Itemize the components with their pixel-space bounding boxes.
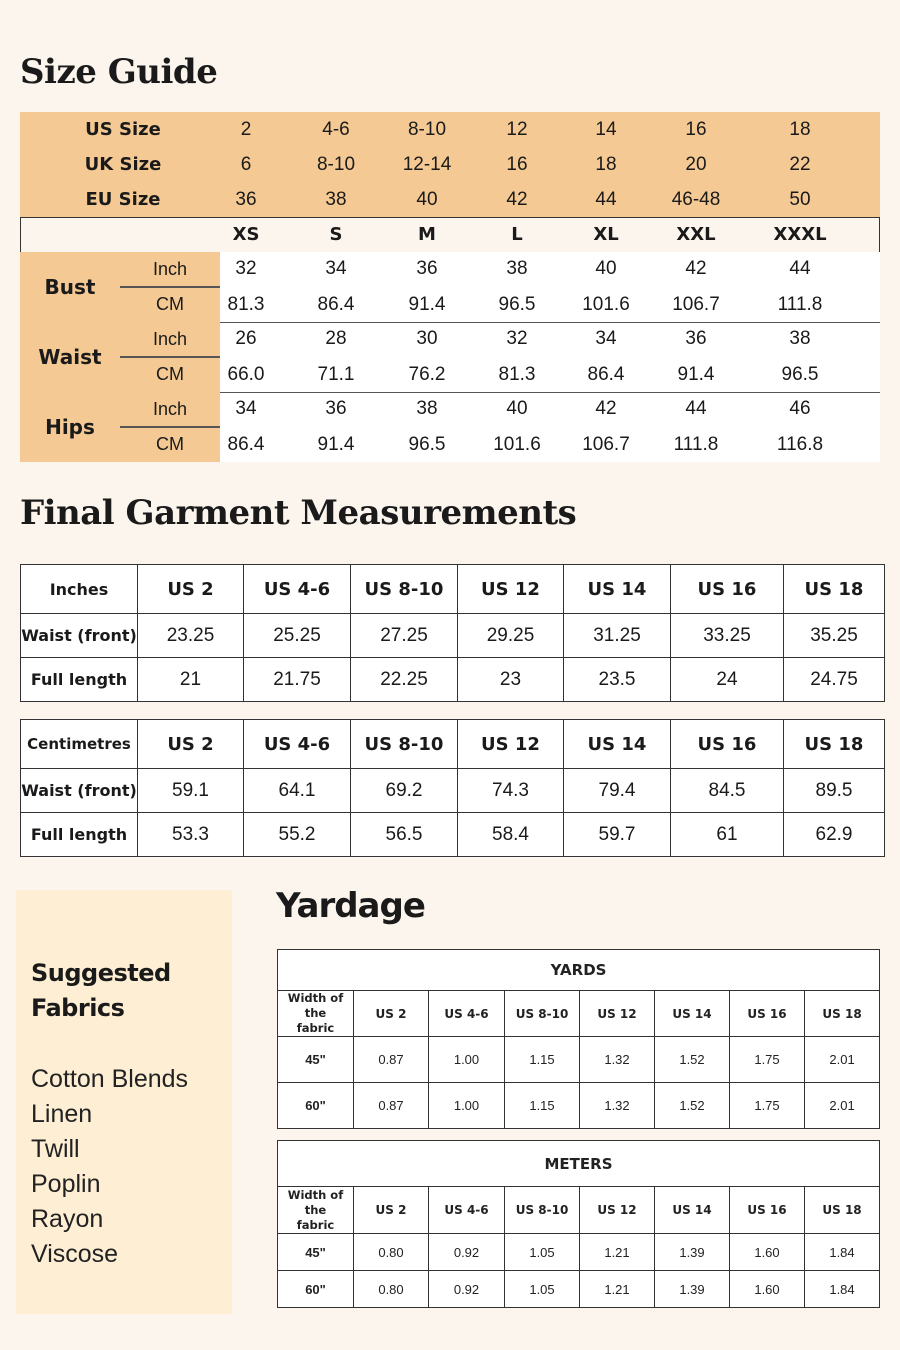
table-cell: 1.75: [730, 1037, 805, 1083]
table-cell: 33.25: [671, 614, 784, 658]
table-cell: 1.21: [580, 1234, 655, 1271]
row-label: Full length: [21, 658, 138, 702]
width-label: [278, 1187, 354, 1234]
size-value: 2: [240, 119, 252, 140]
centimetres-header-cell: US 4-6: [244, 720, 351, 769]
row-label: 45": [278, 1037, 354, 1083]
table-cell: 1.32: [580, 1083, 655, 1129]
yards-header-row: [278, 991, 880, 1037]
measure-value: 106.7: [582, 434, 630, 455]
table-row: [21, 769, 885, 813]
measure-value: 46: [789, 398, 811, 419]
measure-value: 76.2: [408, 364, 446, 385]
unit-label: Inch: [152, 399, 188, 419]
measure-value: 91.4: [317, 434, 355, 455]
table-cell: 1.00: [429, 1083, 505, 1129]
table-cell: 1.21: [580, 1271, 655, 1308]
table-cell: 1.00: [429, 1037, 505, 1083]
inches-header-cell: Inches: [21, 565, 138, 614]
table-cell: 0.92: [429, 1271, 505, 1308]
table-cell: 1.39: [655, 1271, 730, 1308]
width-label-line: fabric: [296, 1217, 335, 1232]
letter-size: M: [418, 224, 436, 245]
yards-header-cell: US 4-6: [429, 991, 505, 1037]
table-cell: 62.9: [784, 813, 885, 857]
measure-value: 32: [506, 328, 528, 349]
table-cell: 1.60: [730, 1234, 805, 1271]
size-guide-title: Size Guide: [20, 52, 218, 92]
measure-value: 32: [235, 258, 257, 279]
letter-size: XS: [232, 224, 260, 245]
table-cell: 1.52: [655, 1037, 730, 1083]
centimetres-header-row: [21, 720, 885, 769]
measure-value: 42: [595, 398, 617, 419]
letter-size: XXXL: [773, 224, 827, 245]
meters-header-cell: US 2: [354, 1187, 429, 1234]
table-row: [278, 1037, 880, 1083]
meters-header-cell: US 8-10: [505, 1187, 580, 1234]
table-cell: 21.75: [244, 658, 351, 702]
table-cell: 0.80: [354, 1234, 429, 1271]
size-value: 16: [506, 154, 528, 175]
table-cell: 35.25: [784, 614, 885, 658]
unit-label: CM: [156, 434, 184, 454]
size-value: 8-10: [407, 119, 447, 140]
suggested-fabrics-panel: [16, 890, 232, 1314]
final-garment-centimetres-table: [20, 719, 885, 857]
yards-header-cell: US 14: [655, 991, 730, 1037]
meters-header-cell: US 16: [730, 1187, 805, 1234]
yardage-meters-table: [277, 1140, 880, 1308]
unit-label: CM: [156, 294, 184, 314]
measure-value: 44: [789, 258, 811, 279]
table-cell: 61: [671, 813, 784, 857]
yards-header-cell: US 8-10: [505, 991, 580, 1037]
table-cell: 2.01: [805, 1083, 880, 1129]
width-label-line: Width of the: [287, 1187, 344, 1217]
final-garment-inches-table: [20, 564, 885, 702]
table-cell: 2.01: [805, 1037, 880, 1083]
inches-header-cell: US 4-6: [244, 565, 351, 614]
inches-header-cell: US 12: [458, 565, 564, 614]
table-cell: 24: [671, 658, 784, 702]
table-cell: 1.39: [655, 1234, 730, 1271]
measure-value: 111.8: [673, 434, 719, 455]
table-row: [21, 813, 885, 857]
measure-value: 36: [416, 258, 438, 279]
table-row: [21, 614, 885, 658]
yardage-yards-table: [277, 949, 880, 1129]
table-cell: 23.25: [138, 614, 244, 658]
measure-label: Hips: [45, 415, 95, 439]
meters-header-cell: US 18: [805, 1187, 880, 1234]
size-value: 42: [506, 189, 528, 210]
measure-value: 86.4: [317, 294, 355, 315]
fabrics-title-line: Fabrics: [31, 994, 125, 1022]
fabrics-title-line: Suggested: [31, 959, 171, 987]
table-cell: 79.4: [564, 769, 671, 813]
measure-value: 44: [685, 398, 707, 419]
table-cell: 53.3: [138, 813, 244, 857]
measure-value: 86.4: [227, 434, 265, 455]
unit-label: Inch: [152, 259, 188, 279]
measure-value: 106.7: [672, 294, 720, 315]
measure-value: 34: [235, 398, 257, 419]
measure-value: 91.4: [408, 294, 446, 315]
row-label: 45": [278, 1234, 354, 1271]
table-cell: 1.52: [655, 1083, 730, 1129]
measure-value: 91.4: [677, 364, 715, 385]
size-value: 50: [789, 189, 811, 210]
table-cell: 84.5: [671, 769, 784, 813]
row-label: 60": [278, 1083, 354, 1129]
fabrics-list: [31, 1062, 188, 1272]
size-value: 12: [506, 119, 528, 140]
width-label-line: fabric: [296, 1021, 335, 1035]
inches-header-cell: US 14: [564, 565, 671, 614]
fabric-item: Cotton Blends: [31, 1065, 189, 1093]
measure-value: 40: [595, 258, 617, 279]
size-value: 18: [789, 119, 811, 140]
size-guide-table: [20, 112, 880, 462]
table-cell: 1.15: [505, 1037, 580, 1083]
yards-header-cell: US 2: [354, 991, 429, 1037]
yards-header-cell: US 12: [580, 991, 655, 1037]
width-label: [278, 991, 354, 1037]
size-row-label: UK Size: [84, 154, 162, 175]
final-garment-title: Final Garment Measurements: [20, 493, 577, 533]
table-cell: 25.25: [244, 614, 351, 658]
centimetres-header-cell: US 16: [671, 720, 784, 769]
table-cell: 56.5: [351, 813, 458, 857]
measure-value: 34: [325, 258, 347, 279]
table-cell: 22.25: [351, 658, 458, 702]
size-value: 44: [595, 189, 617, 210]
width-label-line: Width of the: [287, 991, 344, 1020]
measure-value: 96.5: [498, 294, 536, 315]
centimetres-header-cell: US 14: [564, 720, 671, 769]
meters-header-row: [278, 1187, 880, 1234]
yardage-title: Yardage: [276, 886, 425, 926]
row-label: Full length: [21, 813, 138, 857]
centimetres-header-cell: Centimetres: [21, 720, 138, 769]
centimetres-header-cell: US 8-10: [351, 720, 458, 769]
size-value: 22: [789, 154, 811, 175]
table-cell: 55.2: [244, 813, 351, 857]
size-value: 20: [685, 154, 707, 175]
measure-value: 101.6: [582, 294, 630, 315]
size-row-label: EU Size: [85, 189, 161, 210]
table-cell: 1.05: [505, 1234, 580, 1271]
centimetres-header-cell: US 2: [138, 720, 244, 769]
table-cell: 59.7: [564, 813, 671, 857]
measure-value: 36: [325, 398, 347, 419]
table-cell: 1.05: [505, 1271, 580, 1308]
measure-value: 26: [235, 328, 257, 349]
meters-header-cell: US 12: [580, 1187, 655, 1234]
table-cell: 0.92: [429, 1234, 505, 1271]
table-cell: 89.5: [784, 769, 885, 813]
fabric-item: Rayon: [31, 1205, 104, 1233]
measure-value: 96.5: [781, 364, 819, 385]
yards-header-cell: US 18: [805, 991, 880, 1037]
table-cell: 69.2: [351, 769, 458, 813]
table-row: [21, 658, 885, 702]
table-cell: 21: [138, 658, 244, 702]
size-value: 18: [595, 154, 617, 175]
measure-value: 34: [595, 328, 617, 349]
fabric-item: Linen: [31, 1100, 93, 1128]
measure-value: 71.1: [317, 364, 355, 385]
yards-header-cell: US 16: [730, 991, 805, 1037]
table-cell: 59.1: [138, 769, 244, 813]
table-cell: 31.25: [564, 614, 671, 658]
fabric-item: Poplin: [31, 1170, 101, 1198]
table-cell: 0.80: [354, 1271, 429, 1308]
measure-value: 42: [685, 258, 707, 279]
table-cell: 0.87: [354, 1083, 429, 1129]
inches-header-row: [21, 565, 885, 614]
table-cell: 24.75: [784, 658, 885, 702]
unit-label: Inch: [152, 329, 188, 349]
size-value: 38: [325, 189, 347, 210]
inches-header-cell: US 8-10: [351, 565, 458, 614]
size-value: 4-6: [322, 119, 350, 140]
measure-value: 101.6: [493, 434, 541, 455]
table-cell: 23: [458, 658, 564, 702]
measure-value: 38: [416, 398, 438, 419]
measure-value: 111.8: [777, 294, 823, 315]
row-label: 60": [278, 1271, 354, 1308]
inches-header-cell: US 2: [138, 565, 244, 614]
table-cell: 27.25: [351, 614, 458, 658]
fabric-item: Twill: [31, 1135, 80, 1163]
letter-size: XL: [593, 224, 619, 245]
measure-value: 38: [789, 328, 811, 349]
meters-header-cell: US 14: [655, 1187, 730, 1234]
size-value: 36: [235, 189, 257, 210]
size-value: 46-48: [671, 189, 721, 210]
letter-size: L: [511, 224, 523, 245]
meters-caption: METERS: [278, 1141, 880, 1187]
table-row: [278, 1271, 880, 1308]
measure-value: 66.0: [227, 364, 265, 385]
centimetres-header-cell: US 12: [458, 720, 564, 769]
size-value: 40: [416, 189, 438, 210]
fabric-item: Viscose: [31, 1240, 119, 1268]
row-label: Waist (front): [21, 769, 138, 813]
measure-value: 81.3: [227, 294, 265, 315]
measure-label: Waist: [38, 345, 102, 369]
size-value: 12-14: [402, 154, 452, 175]
table-cell: 64.1: [244, 769, 351, 813]
size-row-label: US Size: [85, 119, 161, 140]
centimetres-header-cell: US 18: [784, 720, 885, 769]
table-row: [278, 1234, 880, 1271]
table-cell: 23.5: [564, 658, 671, 702]
size-value: 16: [685, 119, 707, 140]
table-cell: 1.60: [730, 1271, 805, 1308]
inches-header-cell: US 16: [671, 565, 784, 614]
table-cell: 58.4: [458, 813, 564, 857]
measure-value: 81.3: [498, 364, 536, 385]
measure-value: 38: [506, 258, 528, 279]
yards-caption: YARDS: [278, 950, 880, 991]
measure-value: 40: [506, 398, 528, 419]
table-cell: 74.3: [458, 769, 564, 813]
meters-header-cell: US 4-6: [429, 1187, 505, 1234]
table-cell: 0.87: [354, 1037, 429, 1083]
row-label: Waist (front): [21, 614, 138, 658]
inches-header-cell: US 18: [784, 565, 885, 614]
table-cell: 29.25: [458, 614, 564, 658]
measure-value: 30: [416, 328, 438, 349]
measure-value: 96.5: [408, 434, 446, 455]
size-value: 14: [595, 119, 617, 140]
measure-value: 36: [685, 328, 707, 349]
size-value: 8-10: [316, 154, 356, 175]
measure-value: 28: [325, 328, 347, 349]
letter-size: S: [329, 224, 343, 245]
unit-label: CM: [156, 364, 184, 384]
table-cell: 1.15: [505, 1083, 580, 1129]
table-cell: 1.84: [805, 1271, 880, 1308]
measure-value: 116.8: [776, 434, 824, 455]
letter-size: XXL: [676, 224, 716, 245]
suggested-fabrics-title: [31, 956, 171, 1026]
table-cell: 1.84: [805, 1234, 880, 1271]
measure-value: 86.4: [587, 364, 625, 385]
size-value: 6: [240, 154, 252, 175]
table-row: [278, 1083, 880, 1129]
table-cell: 1.32: [580, 1037, 655, 1083]
measure-label: Bust: [44, 275, 96, 299]
table-cell: 1.75: [730, 1083, 805, 1129]
